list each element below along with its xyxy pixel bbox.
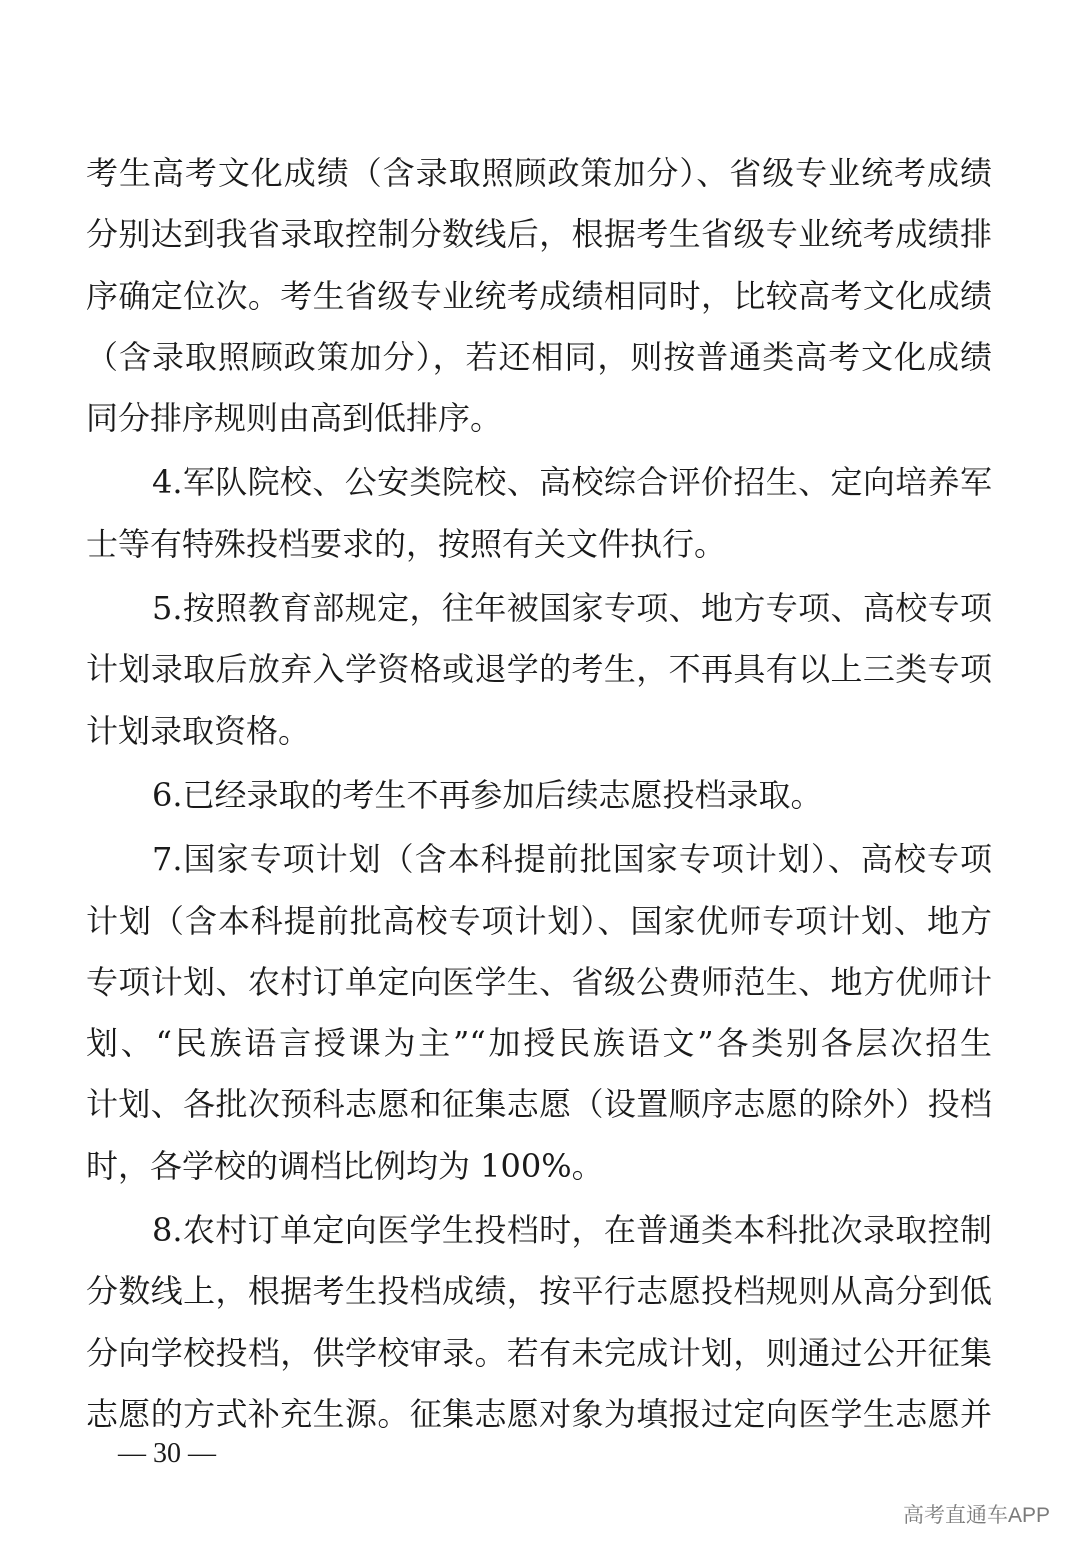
text-line: 专项计划、农村订单定向医学生、省级公费师范生、地方优师计 [86, 962, 992, 1001]
text-line: 计划录取后放弃入学资格或退学的考生，不再具有以上三类专项 [86, 650, 992, 689]
page-number: — 30 — [118, 1438, 216, 1469]
item-6: 6.已经录取的考生不再参加后续志愿投档录取。 [152, 775, 823, 814]
item-4-start: 4.军队院校、公安类院校、高校综合评价招生、定向培养军 [152, 463, 992, 502]
text-line: 分向学校投档，供学校审录。若有未完成计划，则通过公开征集 [86, 1333, 992, 1372]
watermark-label: 高考直通车APP [902, 1504, 1050, 1527]
text-line: 计划录取资格。 [86, 711, 311, 750]
text-line: 划、“民族语言授课为主”“加授民族语文”各类别各层次招生 [86, 1024, 992, 1063]
text-line: 士等有特殊投档要求的，按照有关文件执行。 [86, 524, 727, 563]
text-line: 计划、各批次预科志愿和征集志愿（设置顺序志愿的除外）投档 [86, 1085, 992, 1124]
text-line: 时，各学校的调档比例均为 100%。 [86, 1146, 604, 1185]
text-line: 同分排序规则由高到低排序。 [86, 399, 503, 438]
item-5-start: 5.按照教育部规定，往年被国家专项、地方专项、高校专项 [152, 589, 992, 628]
item-8-start: 8.农村订单定向医学生投档时，在普通类本科批次录取控制 [152, 1211, 992, 1250]
text-line: 分数线上，根据考生投档成绩，按平行志愿投档规则从高分到低 [86, 1272, 992, 1311]
text-line: 分别达到我省录取控制分数线后，根据考生省级专业统考成绩排 [86, 215, 992, 254]
text-line: 序确定位次。考生省级专业统考成绩相同时，比较高考文化成绩 [86, 276, 992, 315]
text-line: 志愿的方式补充生源。征集志愿对象为填报过定向医学生志愿并 [86, 1394, 992, 1433]
text-line: 考生高考文化成绩（含录取照顾政策加分）、省级专业统考成绩 [86, 154, 992, 192]
text-line: （含录取照顾政策加分），若还相同，则按普通类高考文化成绩 [86, 337, 992, 376]
document-body [86, 143, 992, 1445]
item-7-start: 7.国家专项计划（含本科提前批国家专项计划）、高校专项 [152, 840, 992, 879]
text-line: 计划（含本科提前批高校专项计划）、国家优师专项计划、地方 [86, 901, 992, 940]
